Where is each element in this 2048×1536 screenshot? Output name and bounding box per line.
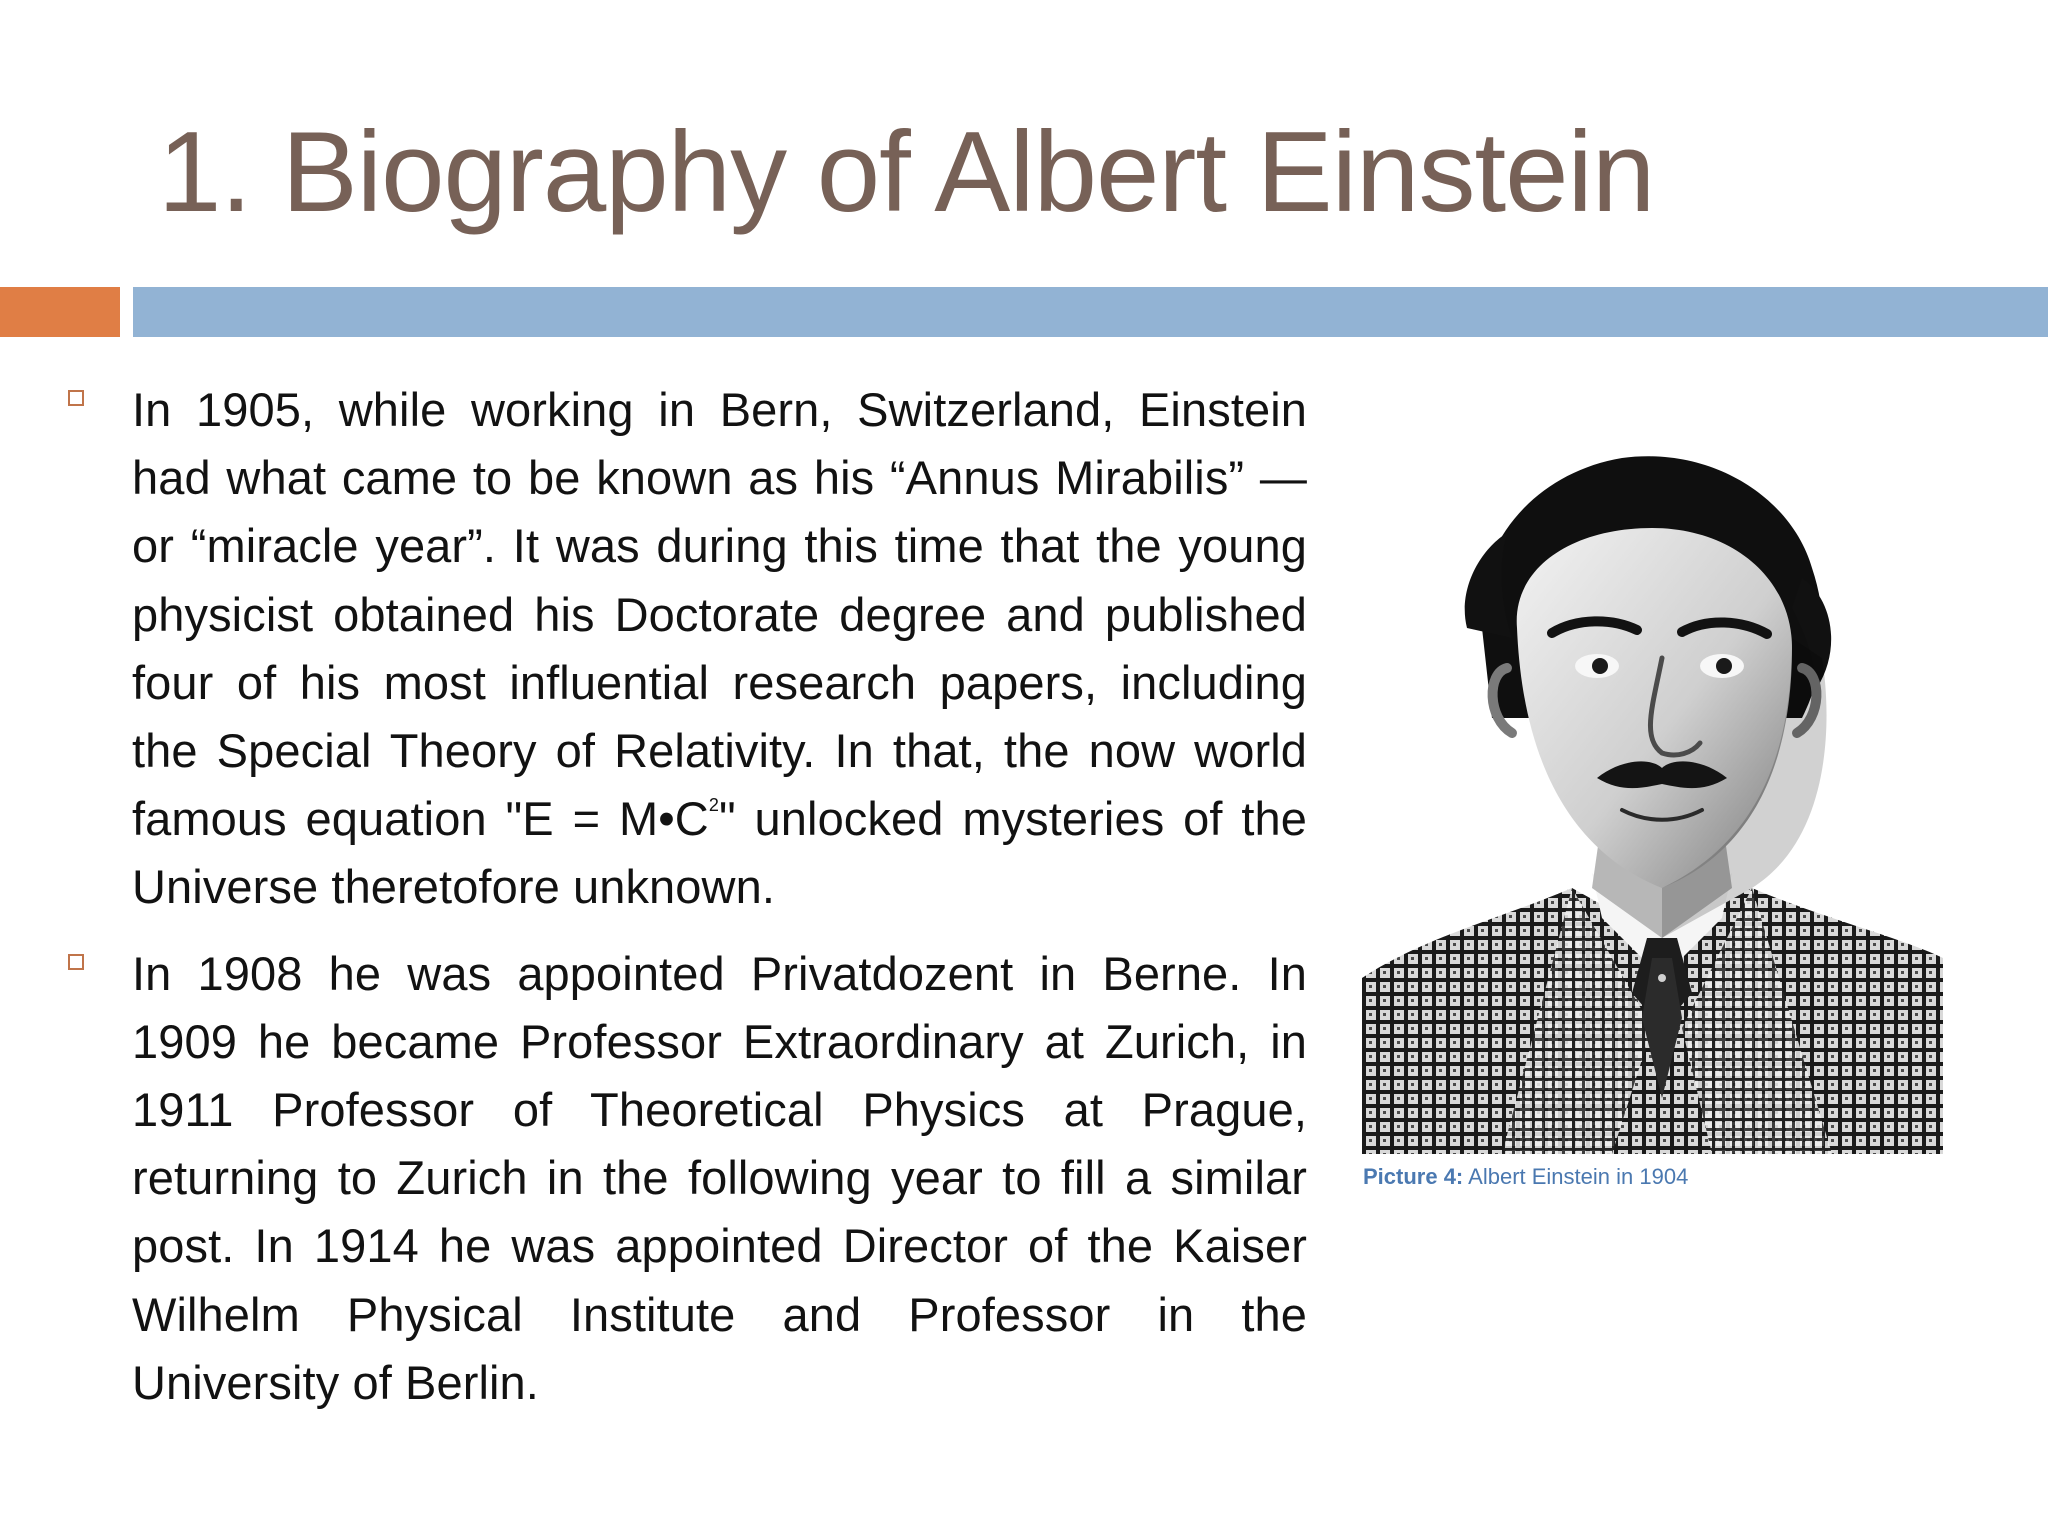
hollow-square-bullet-icon [68, 954, 84, 970]
bullet-item-1908 [62, 940, 1307, 1417]
bullet-text-part-2: " unlocked mysteries of the Universe theretofore unknown. [132, 792, 1307, 914]
caption-label: Picture 4: [1363, 1164, 1464, 1189]
slide-title: 1. Biography of Albert Einstein [158, 109, 1655, 236]
bullet-item-1905 [62, 376, 1307, 922]
figure-caption [1363, 1164, 1688, 1190]
bullet-text-1908: In 1908 he was appointed Privatdozent in Berne. In 1909 he became Professor Extraordinary at Zurich, in 1911 Professor of Theoretical Physics at Prague, returning to Zurich in the following year to fill a similar post. In 1914 he was appointed Director of the Kaiser Wilhelm Physical Institute and Professor in the University of Berlin. [132, 946, 1307, 1409]
accent-bar-orange [0, 287, 120, 337]
hollow-square-bullet-icon [68, 390, 84, 406]
bullet-list [62, 376, 1307, 1435]
einstein-portrait-image [1362, 418, 1943, 1154]
superscript-2: 2 [708, 795, 719, 816]
bullet-text-part-1: In 1905, while working in Bern, Switzerland, Einstein had what came to be known as his “Annus Mirabilis” — or “miracle year”. It was during this time that the young physicist obtained his Doctorate degree and published four of his most influential research papers, including the Special Theory of Relativity. In that, the now world famous equation "E = M•C [132, 383, 1307, 846]
caption-text: Albert Einstein in 1904 [1463, 1164, 1689, 1189]
accent-bar-blue [133, 287, 2048, 337]
bullet-text-1905 [132, 376, 1307, 922]
portrait-illustration [1362, 418, 1943, 1154]
